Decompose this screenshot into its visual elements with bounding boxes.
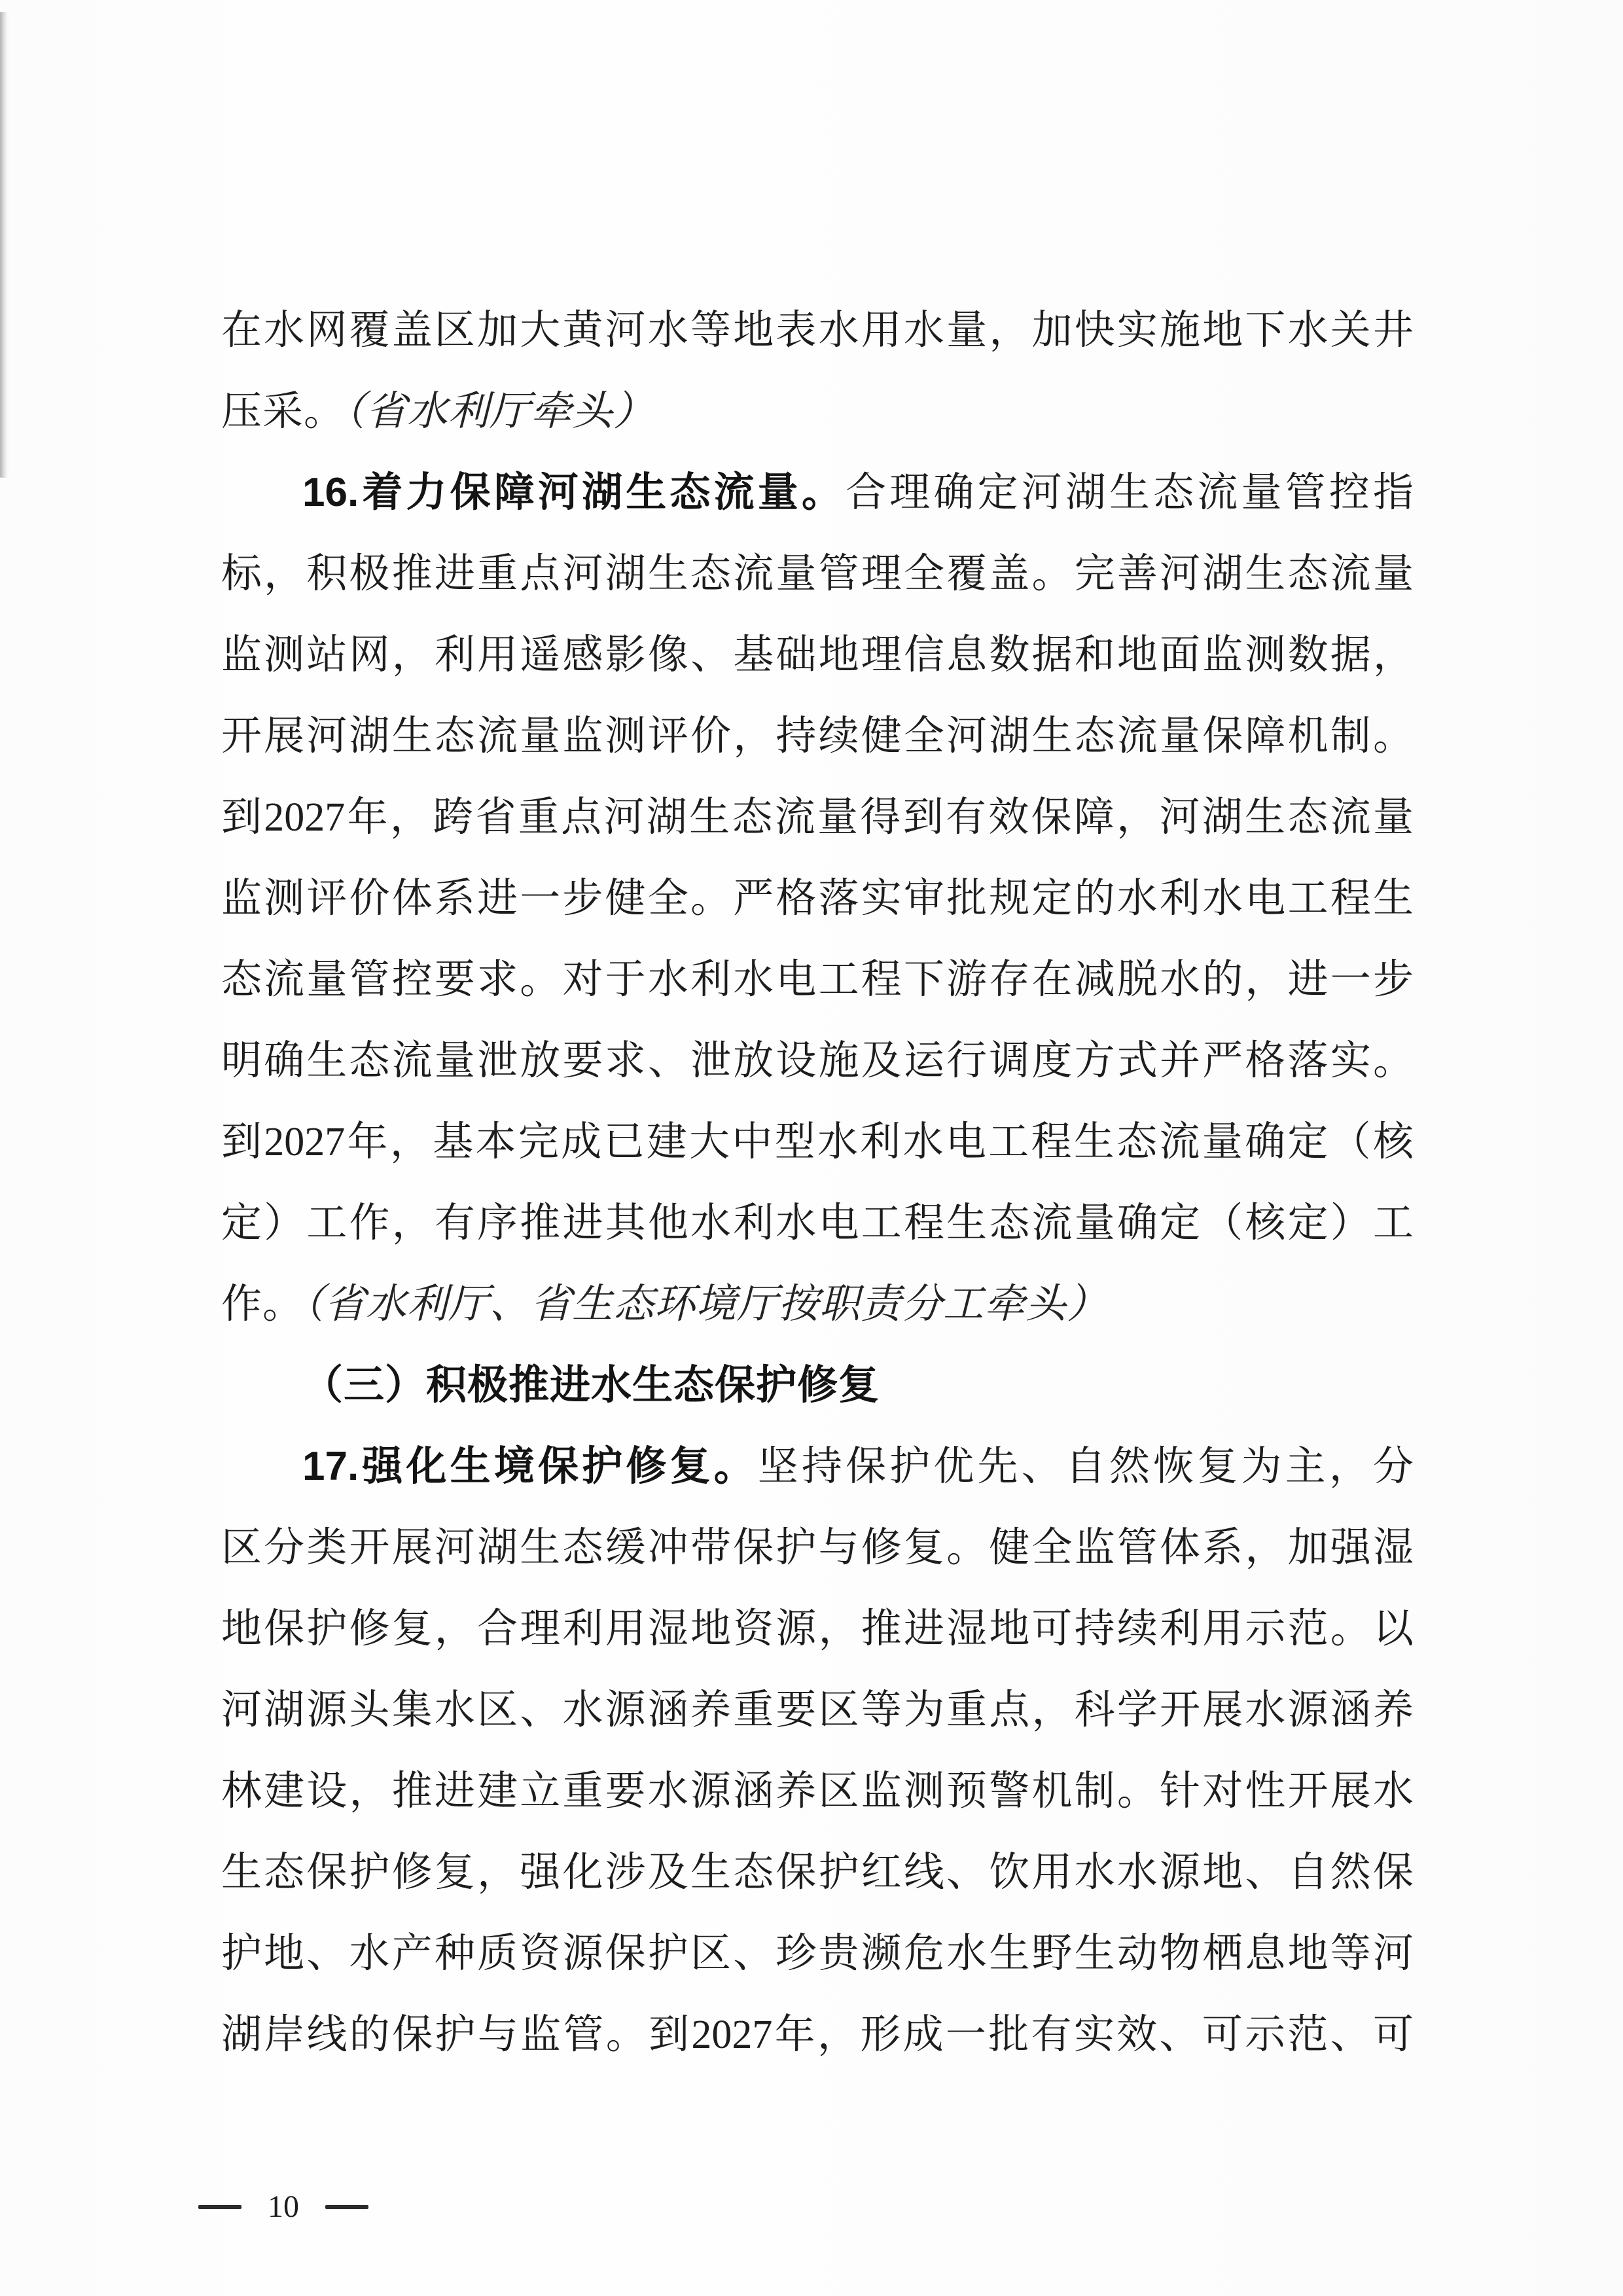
text-line <box>221 1913 1414 1994</box>
body-text-block <box>221 290 1414 2075</box>
page-footer <box>198 2187 368 2227</box>
body-text-segment: 区分类开展河湖生态缓冲带保护与修复。健全监管体系，加强湿 <box>221 1526 1414 1570</box>
bold-heading-segment: 17.强化生境保护修复。 <box>302 1444 758 1489</box>
body-text-segment: 压采。 <box>221 389 346 434</box>
body-text-segment: 监测站网，利用遥感影像、基础地理信息数据和地面监测数据， <box>221 633 1414 677</box>
attribution-segment: （省水利厅、省生态环境厅按职责分工牵头） <box>304 1282 1109 1327</box>
page-number: 10 <box>268 2189 299 2224</box>
text-line <box>221 452 1414 533</box>
attribution-segment: （省水利厅牵头） <box>345 389 655 434</box>
text-line <box>221 1426 1414 1507</box>
text-line <box>221 1183 1414 1264</box>
text-line <box>221 1264 1414 1345</box>
text-line <box>221 1507 1414 1588</box>
body-text-segment: 林建设，推进建立重要水源涵养区监测预警机制。针对性开展水 <box>221 1769 1414 1814</box>
body-text-segment: 地保护修复，合理利用湿地资源，推进湿地可持续利用示范。以 <box>221 1607 1414 1651</box>
text-line <box>221 858 1414 939</box>
body-text-segment: 态流量管控要求。对于水利水电工程下游存在减脱水的，进一步 <box>221 958 1414 1002</box>
text-line <box>221 1751 1414 1832</box>
body-text-segment: 河湖源头集水区、水源涵养重要区等为重点，科学开展水源涵养 <box>221 1688 1414 1732</box>
text-line <box>221 696 1414 777</box>
text-line <box>221 1102 1414 1183</box>
text-line <box>221 1588 1414 1670</box>
text-line <box>221 1670 1414 1751</box>
text-line <box>221 1832 1414 1913</box>
text-line <box>221 1345 1414 1426</box>
footer-right-dash <box>325 2205 368 2209</box>
body-text-segment: 合理确定河湖生态流量管控指 <box>846 471 1414 515</box>
text-line <box>221 777 1414 858</box>
body-text-segment: 生态保护修复，强化涉及生态保护红线、饮用水水源地、自然保 <box>221 1850 1414 1895</box>
text-line <box>221 615 1414 696</box>
text-line <box>221 939 1414 1020</box>
scan-edge-artifact <box>0 12 10 478</box>
body-text-segment: 坚持保护优先、自然恢复为主，分 <box>757 1444 1414 1489</box>
body-text-segment: 作。 <box>221 1282 304 1327</box>
bold-heading-segment: （三）积极推进水生态保护修复 <box>302 1363 880 1408</box>
body-text-segment: 护地、水产种质资源保护区、珍贵濒危水生野生动物栖息地等河 <box>221 1931 1414 1976</box>
body-text-segment: 标，积极推进重点河湖生态流量管理全覆盖。完善河湖生态流量 <box>221 552 1414 596</box>
text-line <box>221 371 1414 452</box>
text-line <box>221 1020 1414 1102</box>
body-text-segment: 到2027年，跨省重点河湖生态流量得到有效保障，河湖生态流量 <box>221 795 1414 840</box>
body-text-segment: 开展河湖生态流量监测评价，持续健全河湖生态流量保障机制。 <box>221 714 1414 759</box>
body-text-segment: 监测评价体系进一步健全。严格落实审批规定的水利水电工程生 <box>221 876 1414 921</box>
text-line <box>221 290 1414 371</box>
bold-heading-segment: 16.着力保障河湖生态流量。 <box>302 470 846 515</box>
text-line <box>221 533 1414 615</box>
body-text-segment: 定）工作，有序推进其他水利水电工程生态流量确定（核定）工 <box>221 1201 1414 1246</box>
body-text-segment: 明确生态流量泄放要求、泄放设施及运行调度方式并严格落实。 <box>221 1039 1414 1083</box>
body-text-segment: 在水网覆盖区加大黄河水等地表水用水量，加快实施地下水关井 <box>221 308 1414 353</box>
body-text-segment: 到2027年，基本完成已建大中型水利水电工程生态流量确定（核 <box>221 1120 1414 1164</box>
body-text-segment: 湖岸线的保护与监管。到2027年，形成一批有实效、可示范、可 <box>221 2013 1414 2057</box>
text-line <box>221 1994 1414 2075</box>
footer-left-dash <box>198 2205 241 2209</box>
